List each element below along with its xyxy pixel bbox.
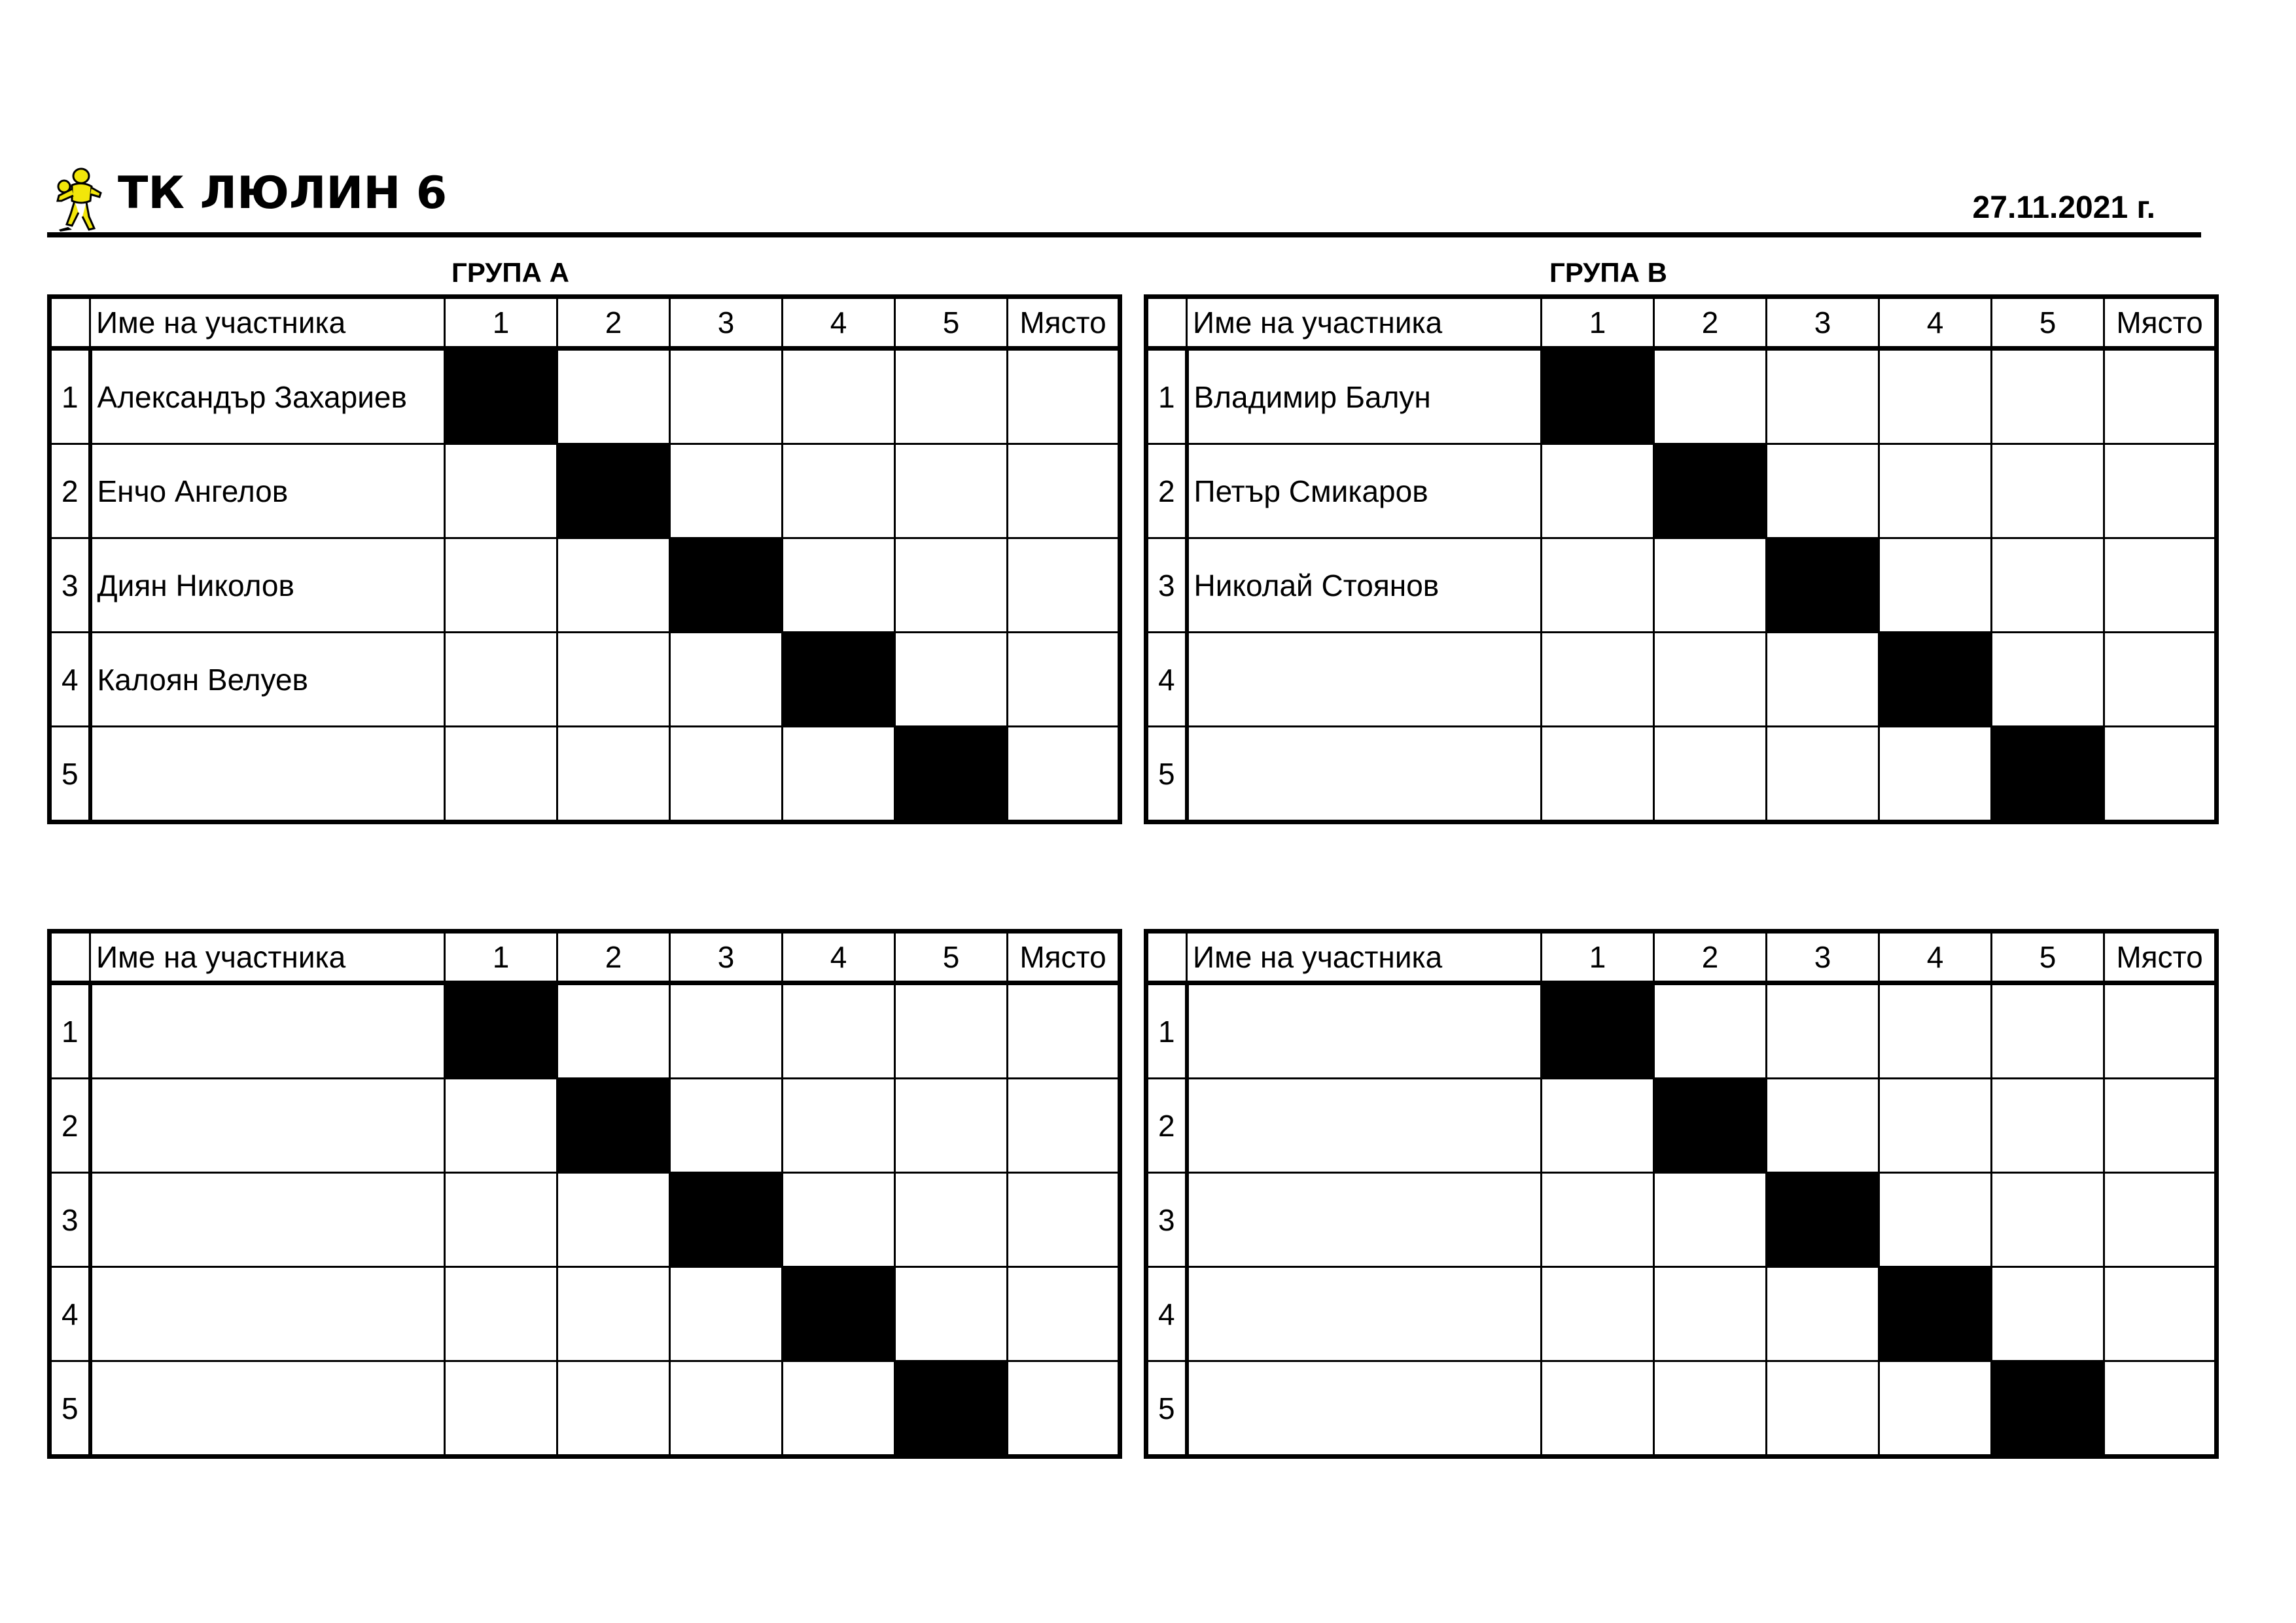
row-number: 1 [1146, 983, 1187, 1079]
place-cell[interactable] [2104, 444, 2217, 538]
row-number: 2 [1146, 1079, 1187, 1173]
participant-name-cell[interactable] [90, 727, 445, 822]
participant-name-cell[interactable] [90, 983, 445, 1079]
match-score-cell[interactable] [670, 727, 783, 822]
match-score-cell[interactable] [783, 983, 895, 1079]
row-number: 5 [50, 727, 90, 822]
header-corner-cell [50, 297, 90, 349]
table-row [50, 1079, 1120, 1173]
self-match-blocked-cell [445, 983, 557, 1079]
participant-name-cell[interactable]: Енчо Ангелов [90, 444, 445, 538]
opponent-1-header: 1 [445, 297, 557, 349]
place-header: Място [2104, 932, 2217, 983]
event-date: 27.11.2021 г. [1972, 190, 2155, 225]
opponent-4-header: 4 [1879, 932, 1992, 983]
opponent-4-header: 4 [783, 297, 895, 349]
match-score-cell[interactable] [1767, 1361, 1879, 1457]
self-match-blocked-cell [670, 1173, 783, 1267]
match-score-cell[interactable] [670, 1361, 783, 1457]
row-number: 4 [1146, 1267, 1187, 1361]
match-score-cell[interactable] [1879, 444, 1992, 538]
match-score-cell[interactable] [557, 1173, 670, 1267]
match-score-cell[interactable] [445, 444, 557, 538]
match-score-cell[interactable] [557, 633, 670, 727]
opponent-5-header: 5 [895, 297, 1008, 349]
match-score-cell[interactable] [783, 444, 895, 538]
match-score-cell[interactable] [670, 349, 783, 444]
match-score-cell[interactable] [1767, 983, 1879, 1079]
match-score-cell[interactable] [1879, 1173, 1992, 1267]
table-row [50, 538, 1120, 633]
opponent-4-header: 4 [783, 932, 895, 983]
match-score-cell[interactable] [670, 633, 783, 727]
match-score-cell[interactable] [1542, 727, 1654, 822]
match-score-cell[interactable] [783, 349, 895, 444]
place-cell[interactable] [2104, 983, 2217, 1079]
participant-name-cell[interactable] [1187, 633, 1542, 727]
participant-name-cell[interactable] [90, 1173, 445, 1267]
self-match-blocked-cell [1767, 538, 1879, 633]
match-score-cell[interactable] [670, 444, 783, 538]
place-header: Място [1008, 297, 1120, 349]
match-score-cell[interactable] [1879, 1079, 1992, 1173]
match-score-cell[interactable] [895, 444, 1008, 538]
participant-name-cell[interactable] [90, 1079, 445, 1173]
participant-name-cell[interactable] [1187, 1173, 1542, 1267]
match-score-cell[interactable] [445, 538, 557, 633]
match-score-cell[interactable] [1542, 633, 1654, 727]
match-score-cell[interactable] [1767, 1079, 1879, 1173]
header-corner-cell [1146, 297, 1187, 349]
match-score-cell[interactable] [445, 1079, 557, 1173]
row-number: 2 [50, 444, 90, 538]
match-score-cell[interactable] [1992, 633, 2104, 727]
group-b-title: ГРУПА В [1549, 257, 1667, 288]
header-divider [47, 232, 2201, 237]
place-cell[interactable] [2104, 349, 2217, 444]
row-number: 2 [1146, 444, 1187, 538]
opponent-2-header: 2 [557, 932, 670, 983]
match-score-cell[interactable] [445, 633, 557, 727]
match-score-cell[interactable] [895, 1173, 1008, 1267]
table-row [1146, 727, 2217, 822]
table-row [1146, 983, 2217, 1079]
self-match-blocked-cell [1879, 633, 1992, 727]
self-match-blocked-cell [1654, 1079, 1767, 1173]
place-cell[interactable] [2104, 538, 2217, 633]
participant-name-cell[interactable]: Николай Стоянов [1187, 538, 1542, 633]
table-row [50, 1173, 1120, 1267]
participant-name-cell[interactable]: Владимир Балун [1187, 349, 1542, 444]
place-cell[interactable] [2104, 727, 2217, 822]
self-match-blocked-cell [557, 1079, 670, 1173]
table-row [50, 1361, 1120, 1457]
participant-name-cell[interactable] [90, 1267, 445, 1361]
match-score-cell[interactable] [557, 538, 670, 633]
self-match-blocked-cell [1542, 349, 1654, 444]
row-number: 4 [50, 1267, 90, 1361]
place-cell[interactable] [2104, 1173, 2217, 1267]
place-cell[interactable] [1008, 727, 1120, 822]
match-score-cell[interactable] [1654, 633, 1767, 727]
row-number: 5 [1146, 1361, 1187, 1457]
match-score-cell[interactable] [1992, 1267, 2104, 1361]
match-score-cell[interactable] [557, 1361, 670, 1457]
match-score-cell[interactable] [670, 1079, 783, 1173]
row-number: 2 [50, 1079, 90, 1173]
match-score-cell[interactable] [445, 1267, 557, 1361]
match-score-cell[interactable] [445, 727, 557, 822]
match-score-cell[interactable] [445, 1361, 557, 1457]
match-score-cell[interactable] [1654, 1173, 1767, 1267]
self-match-blocked-cell [1992, 1361, 2104, 1457]
table-row [1146, 444, 2217, 538]
row-number: 3 [50, 1173, 90, 1267]
opponent-5-header: 5 [1992, 297, 2104, 349]
participant-name-cell[interactable]: Александър Захариев [90, 349, 445, 444]
opponent-1-header: 1 [1542, 297, 1654, 349]
match-score-cell[interactable] [1654, 349, 1767, 444]
participant-name-cell[interactable] [1187, 727, 1542, 822]
opponent-3-header: 3 [1767, 297, 1879, 349]
match-score-cell[interactable] [1879, 349, 1992, 444]
opponent-1-header: 1 [1542, 932, 1654, 983]
match-score-cell[interactable] [783, 1361, 895, 1457]
club-title: ТК ЛЮЛИН 6 [118, 167, 448, 219]
match-score-cell[interactable] [783, 1173, 895, 1267]
place-cell[interactable] [1008, 444, 1120, 538]
match-score-cell[interactable] [1767, 1267, 1879, 1361]
self-match-blocked-cell [1542, 983, 1654, 1079]
match-score-cell[interactable] [1542, 444, 1654, 538]
match-score-cell[interactable] [670, 983, 783, 1079]
row-number: 3 [1146, 538, 1187, 633]
participant-name-cell[interactable] [1187, 1267, 1542, 1361]
row-number: 1 [50, 349, 90, 444]
match-score-cell[interactable] [1992, 444, 2104, 538]
match-score-cell[interactable] [1992, 349, 2104, 444]
match-score-cell[interactable] [783, 538, 895, 633]
place-cell[interactable] [1008, 1361, 1120, 1457]
opponent-2-header: 2 [557, 297, 670, 349]
match-score-cell[interactable] [557, 983, 670, 1079]
match-score-cell[interactable] [1767, 349, 1879, 444]
self-match-blocked-cell [895, 1361, 1008, 1457]
table-row [1146, 1173, 2217, 1267]
participant-name-header: Име на участника [1187, 297, 1542, 349]
place-cell[interactable] [1008, 349, 1120, 444]
table-header-row [50, 297, 1120, 349]
row-number: 1 [50, 983, 90, 1079]
row-number: 5 [1146, 727, 1187, 822]
self-match-blocked-cell [783, 1267, 895, 1361]
match-score-cell[interactable] [895, 538, 1008, 633]
place-cell[interactable] [2104, 1267, 2217, 1361]
opponent-3-header: 3 [1767, 932, 1879, 983]
place-header: Място [1008, 932, 1120, 983]
place-cell[interactable] [1008, 1079, 1120, 1173]
self-match-blocked-cell [1654, 444, 1767, 538]
match-score-cell[interactable] [783, 1079, 895, 1173]
match-score-cell[interactable] [1879, 983, 1992, 1079]
table-row [1146, 633, 2217, 727]
opponent-5-header: 5 [1992, 932, 2104, 983]
table-row [50, 727, 1120, 822]
table-row [50, 444, 1120, 538]
place-cell[interactable] [2104, 1079, 2217, 1173]
table-header-row [50, 932, 1120, 983]
row-number: 3 [50, 538, 90, 633]
match-score-cell[interactable] [1654, 727, 1767, 822]
match-score-cell[interactable] [557, 727, 670, 822]
place-header: Място [2104, 297, 2217, 349]
table-row [1146, 1361, 2217, 1457]
place-cell[interactable] [1008, 1267, 1120, 1361]
table-row [50, 633, 1120, 727]
self-match-blocked-cell [895, 727, 1008, 822]
self-match-blocked-cell [670, 538, 783, 633]
match-score-cell[interactable] [1992, 1173, 2104, 1267]
place-cell[interactable] [2104, 1361, 2217, 1457]
match-score-cell[interactable] [895, 1267, 1008, 1361]
table-row [1146, 349, 2217, 444]
match-score-cell[interactable] [1654, 1361, 1767, 1457]
opponent-5-header: 5 [895, 932, 1008, 983]
participant-name-cell[interactable] [1187, 983, 1542, 1079]
match-score-cell[interactable] [1654, 1267, 1767, 1361]
row-number: 4 [1146, 633, 1187, 727]
match-score-cell[interactable] [895, 349, 1008, 444]
match-score-cell[interactable] [1879, 538, 1992, 633]
match-score-cell[interactable] [1879, 1361, 1992, 1457]
participant-name-header: Име на участника [90, 297, 445, 349]
row-number: 3 [1146, 1173, 1187, 1267]
place-cell[interactable] [1008, 1173, 1120, 1267]
round-robin-table-1 [47, 294, 1122, 824]
match-score-cell[interactable] [1542, 1173, 1654, 1267]
match-score-cell[interactable] [1767, 727, 1879, 822]
match-score-cell[interactable] [670, 1267, 783, 1361]
table-row [50, 983, 1120, 1079]
match-score-cell[interactable] [1767, 633, 1879, 727]
table-row [50, 349, 1120, 444]
round-robin-table-2 [1144, 294, 2219, 824]
table-header-row [1146, 932, 2217, 983]
participant-name-cell[interactable]: Диян Николов [90, 538, 445, 633]
table-header-row [1146, 297, 2217, 349]
participant-name-cell[interactable] [90, 1361, 445, 1457]
table-row [50, 1267, 1120, 1361]
self-match-blocked-cell [557, 444, 670, 538]
round-robin-table-4 [1144, 929, 2219, 1459]
place-cell[interactable] [2104, 633, 2217, 727]
match-score-cell[interactable] [1879, 727, 1992, 822]
group-a-title: ГРУПА А [451, 257, 569, 288]
participant-name-cell[interactable] [1187, 1079, 1542, 1173]
participant-name-header: Име на участника [1187, 932, 1542, 983]
place-cell[interactable] [1008, 983, 1120, 1079]
round-robin-table-3 [47, 929, 1122, 1459]
self-match-blocked-cell [1992, 727, 2104, 822]
participant-name-header: Име на участника [90, 932, 445, 983]
match-score-cell[interactable] [445, 1173, 557, 1267]
participant-name-cell[interactable]: Калоян Велуев [90, 633, 445, 727]
place-cell[interactable] [1008, 633, 1120, 727]
self-match-blocked-cell [445, 349, 557, 444]
place-cell[interactable] [1008, 538, 1120, 633]
tennis-player-logo-icon [52, 167, 105, 232]
match-score-cell[interactable] [1992, 1079, 2104, 1173]
row-number: 4 [50, 633, 90, 727]
opponent-3-header: 3 [670, 297, 783, 349]
match-score-cell[interactable] [1992, 538, 2104, 633]
self-match-blocked-cell [783, 633, 895, 727]
self-match-blocked-cell [1879, 1267, 1992, 1361]
match-score-cell[interactable] [895, 633, 1008, 727]
opponent-4-header: 4 [1879, 297, 1992, 349]
match-score-cell[interactable] [895, 1079, 1008, 1173]
match-score-cell[interactable] [895, 983, 1008, 1079]
row-number: 1 [1146, 349, 1187, 444]
match-score-cell[interactable] [783, 727, 895, 822]
participant-name-cell[interactable]: Петър Смикаров [1187, 444, 1542, 538]
match-score-cell[interactable] [557, 349, 670, 444]
header-corner-cell [50, 932, 90, 983]
match-score-cell[interactable] [1542, 538, 1654, 633]
match-score-cell[interactable] [1654, 538, 1767, 633]
match-score-cell[interactable] [1992, 983, 2104, 1079]
header-corner-cell [1146, 932, 1187, 983]
participant-name-cell[interactable] [1187, 1361, 1542, 1457]
opponent-2-header: 2 [1654, 932, 1767, 983]
opponent-1-header: 1 [445, 932, 557, 983]
opponent-3-header: 3 [670, 932, 783, 983]
match-score-cell[interactable] [1542, 1267, 1654, 1361]
table-row [1146, 1267, 2217, 1361]
match-score-cell[interactable] [557, 1267, 670, 1361]
match-score-cell[interactable] [1767, 444, 1879, 538]
match-score-cell[interactable] [1542, 1361, 1654, 1457]
self-match-blocked-cell [1767, 1173, 1879, 1267]
opponent-2-header: 2 [1654, 297, 1767, 349]
match-score-cell[interactable] [1542, 1079, 1654, 1173]
match-score-cell[interactable] [1654, 983, 1767, 1079]
table-row [1146, 1079, 2217, 1173]
row-number: 5 [50, 1361, 90, 1457]
table-row [1146, 538, 2217, 633]
